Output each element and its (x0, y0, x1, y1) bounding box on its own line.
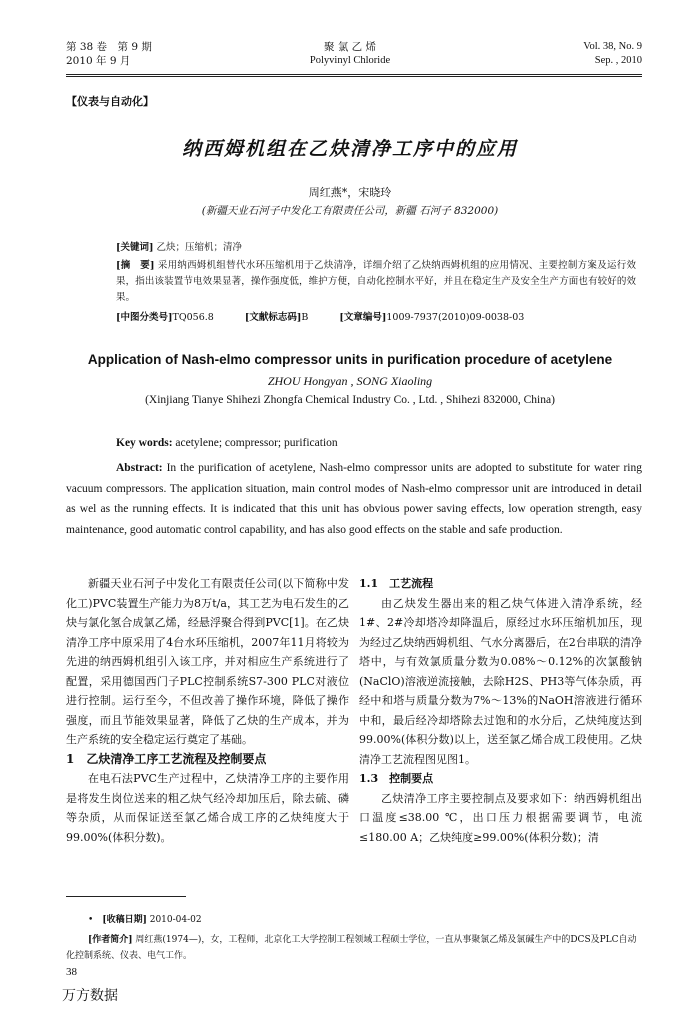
date-en: Sep. , 2010 (594, 55, 642, 66)
keywords-cn-label: [关键词] (116, 242, 154, 253)
section-1-paragraph: 在电石法PVC生产过程中，乙炔清净工序的主要作用是将发生岗位送来的粗乙炔气经冷却加压后，除去硫、磷等杂质，从而保证送至氯乙烯合成工序的乙炔纯度大于99.00%(体积分数)。 (66, 772, 349, 844)
control-points-paragraph: 乙炔清净工序主要控制点及要求如下：纳西姆机组出口温度≤38.00 ℃，出口压力根据需要调节，电流≤180.00 A；乙炔纯度≥99.00%(体积分数)；清 (359, 791, 642, 844)
author-bio (66, 932, 642, 964)
authors: 周红燕*，宋晓玲 (308, 186, 392, 199)
header-rule (66, 74, 642, 75)
article-number-label: [文章编号] (339, 312, 387, 323)
classification-line (116, 310, 636, 326)
page-number: 38 (66, 966, 77, 978)
journal-name-cn: 聚 氯 乙 烯 (323, 41, 376, 53)
english-authors: ZHOU Hongyan , SONG Xiaoling (267, 374, 433, 388)
keywords-cn-text: 乙炔；压缩机；清净 (156, 242, 243, 253)
author-bio-label: [作者简介] (88, 935, 133, 945)
affiliation: (新疆天业石河子中发化工有限责任公司，新疆 石河子 832000) (201, 205, 499, 217)
english-abstract-text: In the purification of acetylene, Nash-elmo compressor units are adopted to substitute for water ring vacuum compressors. The application situation, main control modes of Nash-elmo compressor unit are introduced in detail as wel as the running effects. It is indicated that this unit has obvious power saving effects, low operation strength, easy maintenance, good automatic control capability, and has also good effects on the stable and safe production. (66, 462, 642, 536)
volume-en: Vol. 38, No. 9 (583, 41, 642, 52)
received-label: [收稿日期] (102, 915, 147, 925)
intro-paragraph: 新疆天业石河子中发化工有限责任公司(以下简称中发化工)PVC装置生产能力为8万t/a，其工艺为电石发生的乙炔与氯化氢合成氯乙烯，经悬浮聚合得到PVC[1]。在乙炔清净工序中原采用了4台水环压缩机，2007年11月将较为先进的纳西姆机组引入该工序，并对相应生产系统进行了配置，采用德国西门子PLC控制系统S7-300 PLC对液位进行控制。运行至今，不但改善了操作环境，降低了操作强度，而且节能效果显著，降低了乙炔的生产成本，并为生产系统的安全稳定运行奠定了基础。 (66, 577, 349, 746)
journal-volume-en (583, 40, 642, 68)
body-left-column (66, 574, 349, 847)
journal-name-en: Polyvinyl Chloride (309, 55, 391, 66)
article-number-value: 1009-7937(2010)09-0038-03 (386, 312, 525, 323)
section-1-3-heading: 1.3 控制要点 (359, 772, 434, 785)
article-title: 纳西姆机组在乙炔清净工序中的应用 (181, 138, 518, 160)
abstract-cn (116, 258, 636, 306)
abstract-cn-label: [摘 要] (116, 260, 155, 271)
english-affiliation: (Xinjiang Tianye Shihezi Zhongfa Chemical Industry Co. , Ltd. , Shihezi 832000, China) (145, 394, 555, 406)
clc-value: TQ056.8 (172, 312, 214, 323)
english-abstract (66, 458, 642, 540)
issue-date-cn: 2010 年 9 月 (66, 55, 131, 67)
author-bio-text: 周红燕(1974—)，女，工程师，北京化工大学控制工程领域工程硕士学位，一直从事聚氯乙烯及氯碱生产中的DCS及PLC自动化控制系统、仪表、电气工作。 (66, 935, 637, 961)
section-1-1-heading: 1.1 工艺流程 (359, 577, 434, 590)
received-value: 2010-04-02 (149, 915, 202, 925)
section-tag: 【仪表与自动化】 (66, 95, 154, 108)
watermark: 万方数据 (62, 988, 118, 1004)
english-keywords-text: acetylene; compressor; purification (175, 437, 338, 449)
process-flow-paragraph: 由乙炔发生器出来的粗乙炔气体进入清净系统，经1#、2#冷却塔冷却降温后，原经过水环压缩机加压，现为经过乙炔纳西姆机组、气水分离器后，在2台串联的清净塔中，与有效氯质量分数为0.08%～0.12%的次氯酸钠(NaClO)溶液逆流接触，去除H2S、PH3等气体杂质，再经中和塔与质量分数为7%～13%的NaOH溶液进行循环中和，最后经冷却塔除去过饱和的水分后，乙炔纯度达到99.00%(体积分数)以上，送至氯乙烯合成工段使用。乙炔清净工艺流程图见图1。 (359, 596, 642, 766)
english-keywords (116, 437, 636, 449)
section-1-heading: 1 乙炔清净工序工艺流程及控制要点 (66, 751, 267, 766)
english-keywords-label: Key words: (116, 437, 173, 449)
english-abstract-label: Abstract: (116, 462, 163, 474)
abstract-cn-text: 采用纳西姆机组替代水环压缩机用于乙炔清净，详细介绍了乙炔纳西姆机组的应用情况、主要控制方案及运行效果，指出该装置节电效果显著，操作强度低，维护方便，自动化控制水平好，并且在稳定生产及安全生产方面也有较好的效果。 (116, 260, 636, 303)
volume-issue: 第 38 卷 第 9 期 (66, 41, 152, 53)
keywords-cn (116, 240, 636, 256)
doc-code-value: B (301, 312, 309, 323)
body-right-column (359, 574, 642, 847)
english-title: Application of Nash-elmo compressor units in purification procedure of acetylene (87, 352, 613, 367)
header-rule-double (66, 76, 642, 77)
doc-code-label: [文献标志码] (244, 312, 302, 323)
clc-label: [中图分类号] (116, 312, 173, 323)
footnote-rule (66, 896, 186, 897)
received-date: • [收稿日期] 2010-04-02 (88, 915, 202, 925)
